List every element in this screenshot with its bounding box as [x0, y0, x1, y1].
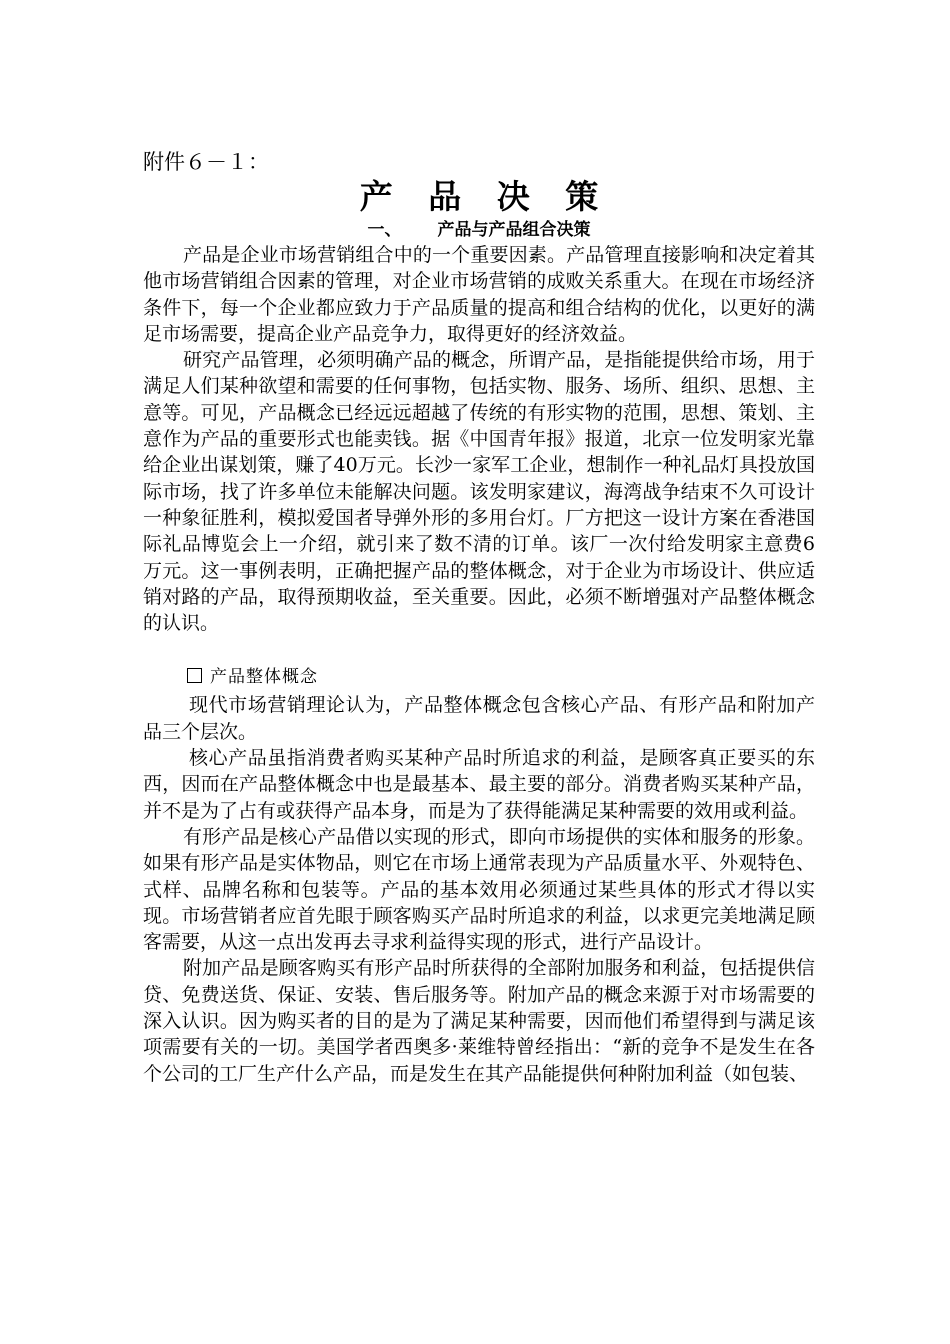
section-number: 一、: [367, 220, 402, 240]
subheading-label: 产品整体概念: [210, 667, 318, 688]
paragraph: 核心产品虽指消费者购买某种产品时所追求的利益，是顾客真正要买的东西，因而在产品整体概念中也是最基本、最主要的部分。消费者购买某种产品，并不是为了占有或获得产品本身，而是为了获得能满足某种需要的效用或利益。: [143, 747, 815, 822]
paragraph: 现代市场营销理论认为，产品整体概念包含核心产品、有形产品和附加产品三个层次。: [143, 694, 815, 743]
blank-line: [143, 636, 815, 662]
section-title: 产品与产品组合决策: [437, 220, 591, 240]
subheading: [143, 662, 815, 692]
paragraph: 研究产品管理，必须明确产品的概念，所谓产品，是指能提供给市场，用于满足人们某种欲望和需要的任何事物，包括实物、服务、场所、组织、思想、主意等。可见，产品概念已经远远超越了传统的有形实物的范围，思想、策划、主意作为产品的重要形式也能卖钱。据《中国青年报》报道，北京一位发明家光靠给企业出谋划策，赚了40万元。长沙一家军工企业，想制作一种礼品灯具投放国际市场，找了许多单位未能解决问题。该发明家建议，海湾战争结束不久可设计一种象征胜利，模拟爱国者导弹外形的多用台灯。厂方把这一设计方案在香港国际礼品博览会上一介绍，就引来了数不清的订单。该厂一次付给发明家主意费6万元。这一事例表明，正确把握产品的整体概念，对于企业为市场设计、供应适销对路的产品，取得预期收益，至关重要。因此，必须不断增强对产品整体概念的认识。: [143, 349, 815, 635]
checkbox-square-icon: [187, 668, 202, 683]
attachment-label: 附件６－１：: [143, 150, 269, 174]
document-title: 产 品 决 策: [359, 177, 611, 216]
paragraph: 产品是企业市场营销组合中的一个重要因素。产品管理直接影响和决定着其他市场营销组合因素的管理，对企业市场营销的成败关系重大。在现在市场经济条件下，每一个企业都应致力于产品质量的提高和组合结构的优化，以更好的满足市场需要，提高企业产品竞争力，取得更好的经济效益。: [143, 244, 815, 345]
paragraph: 附加产品是顾客购买有形产品时所获得的全部附加服务和利益，包括提供信贷、免费送货、保证、安装、售后服务等。附加产品的概念来源于对市场需要的深入认识。因为购买者的目的是为了满足某种需要，因而他们希望得到与满足该项需要有关的一切。美国学者西奥多·莱维特曾经指出：“新的竞争不是发生在各个公司的工厂生产什么产品，而是发生在其产品能提供何种附加利益（如包装、: [143, 957, 815, 1085]
document-body: [143, 148, 815, 1087]
paragraph: 有形产品是核心产品借以实现的形式，即向市场提供的实体和服务的形象。如果有形产品是实体物品，则它在市场上通常表现为产品质量水平、外观特色、式样、品牌名称和包装等。产品的基本效用必须通过某些具体的形式才得以实现。市场营销者应首先眼于顾客购买产品时所追求的利益，以求更完美地满足顾客需要，从这一点出发再去寻求利益得实现的形式，进行产品设计。: [143, 825, 815, 954]
section-heading: [143, 218, 815, 242]
